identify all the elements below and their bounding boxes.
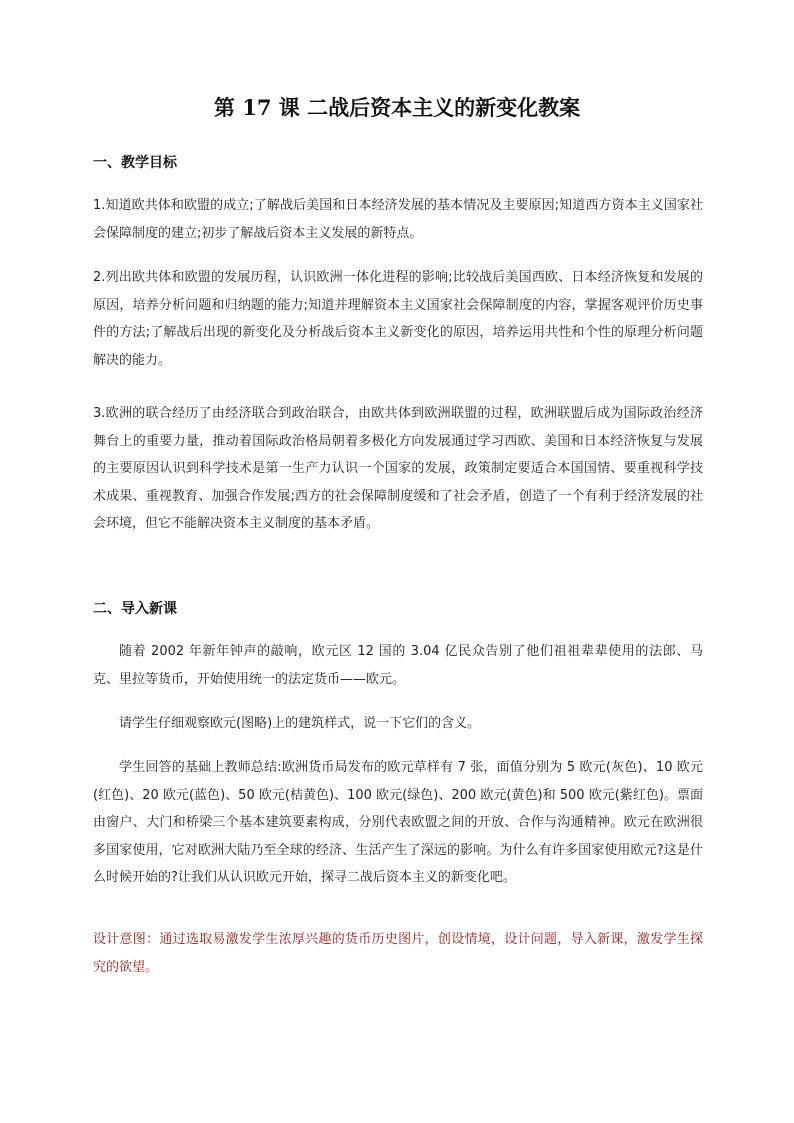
design-intent: 设计意图：通过选取易激发学生浓厚兴趣的货币历史图片，创设情境，设计问题，导入新课，激发学生探究的欲望。 [93, 932, 703, 975]
goal-item-2: 2.列出欧共体和欧盟的发展历程，认识欧洲一体化进程的影响;比较战后美国西欧、日本经济恢复和发展的原因，培养分析问题和归纳题的能力;知道并理解资本主义国家社会保障制度的内容，掌握客观评价历史事件的方法;了解战后出现的新变化及分析战后资本主义新变化的原因，培养运用共性和个性的原理分析问题解决的能力。 [93, 270, 703, 368]
intro-paragraph-3: 学生回答的基础上教师总结:欧洲货币局发布的欧元草样有 7 张，面值分别为 5 欧元(灰色)、10 欧元(红色)、20 欧元(蓝色)、50 欧元(桔黄色)、100 欧元(绿色)、200 欧元(黄色)和 500 欧元(紫红色)。票面由窗户、大门和桥梁三个基本建筑要素构成，分别代表欧盟之间的开放、合作与沟通精神。欧元在欧洲很多国家使用，它对欧洲大陆乃至全球的经济、生活产生了深远的影响。为什么有许多国家使用欧元?这是什么时候开始的?让我们从认识欧元开始，探寻二战后资本主义的新变化吧。 [93, 760, 703, 885]
goal-item-3: 3.欧洲的联合经历了由经济联合到政治联合，由欧共体到欧洲联盟的过程，欧洲联盟后成为国际政治经济舞台上的重要力量，推动着国际政治格局朝着多极化方向发展通过学习西欧、美国和日本经济恢复与发展的主要原因认识到科学技术是第一生产力认识一个国家的发展，政策制定要适合本国国情、要重视科学技术成果、重视教育、加强合作发展;西方的社会保障制度缓和了社会矛盾，创造了一个有利于经济发展的社会环境，但它不能解决资本主义制度的基本矛盾。 [93, 406, 703, 531]
goal-item-1: 1.知道欧共体和欧盟的成立;了解战后美国和日本经济发展的基本情况及主要原因;知道西方资本主义国家社会保障制度的建立;初步了解战后资本主义发展的新特点。 [93, 198, 703, 241]
intro-paragraph-1: 随着 2002 年新年钟声的敲响，欧元区 12 国的 3.04 亿民众告别了他们祖祖辈辈使用的法郎、马克、里拉等货币，开始使用统一的法定货币——欧元。 [93, 644, 703, 687]
document-title: 第 17 课 二战后资本主义的新变化教案 [213, 95, 581, 120]
section-heading-teaching-goals: 一、教学目标 [93, 155, 177, 171]
section-heading-intro: 二、导入新课 [93, 601, 177, 617]
intro-paragraph-2: 请学生仔细观察欧元(图略)上的建筑样式，说一下它们的含义。 [119, 716, 481, 731]
